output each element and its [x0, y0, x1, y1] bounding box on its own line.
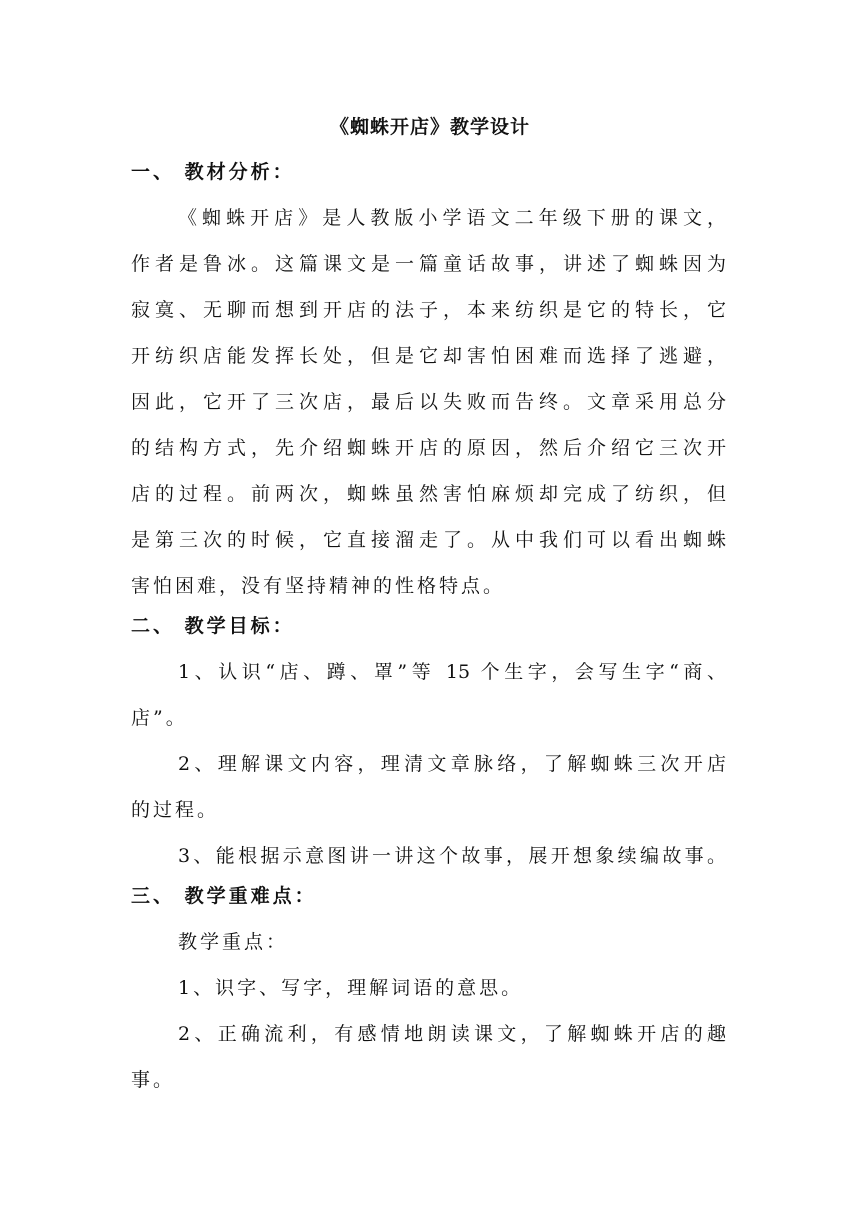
paragraph-line: 害怕困难，没有坚持精神的性格特点。	[131, 575, 506, 597]
document-title: 《蜘蛛开店》教学设计	[329, 116, 530, 138]
paragraph-line: 《蜘蛛开店》是人教版小学语文二年级下册的课文，	[178, 207, 726, 229]
paragraph-line: 开纺织店能发挥长处，但是它却害怕困难而选择了逃避，	[131, 345, 726, 367]
objective-item-3: 3、能根据示意图讲一讲这个故事，展开想象续编故事。	[178, 845, 726, 867]
paragraph-line: 店的过程。前两次，蜘蛛虽然害怕麻烦却完成了纺织，但	[131, 483, 726, 505]
section-heading-objectives: 二、 教学目标：	[131, 615, 295, 637]
objective-item-2: 2、理解课文内容，理清文章脉络，了解蜘蛛三次开店	[178, 753, 726, 775]
paragraph-line: 的结构方式，先介绍蜘蛛开店的原因，然后介绍它三次开	[131, 437, 726, 459]
focus-item-1: 1、识字、写字，理解词语的意思。	[178, 977, 524, 999]
focus-item-2-cont: 事。	[131, 1069, 176, 1091]
paragraph-line: 作者是鲁冰。这篇课文是一篇童话故事，讲述了蜘蛛因为	[131, 253, 726, 275]
section-heading-key-points: 三、 教学重难点：	[131, 885, 317, 907]
paragraph-line: 因此，它开了三次店，最后以失败而告终。文章采用总分	[131, 391, 726, 413]
focus-item-2: 2、正确流利，有感情地朗读课文，了解蜘蛛开店的趣	[178, 1023, 726, 1045]
section-heading-analysis: 一、 教材分析：	[131, 161, 295, 183]
paragraph-line: 是第三次的时候，它直接溜走了。从中我们可以看出蜘蛛	[131, 529, 726, 551]
objective-item-1-cont: 店”。	[131, 707, 188, 729]
paragraph-line: 寂寞、无聊而想到开店的法子，本来纺织是它的特长，它	[131, 299, 726, 321]
subheading-teaching-focus: 教学重点：	[178, 931, 289, 953]
objective-item-1: 1、认识“店、蹲、罩”等 15 个生字，会写生字“商、	[178, 661, 726, 683]
objective-item-2-cont: 的过程。	[131, 799, 220, 821]
